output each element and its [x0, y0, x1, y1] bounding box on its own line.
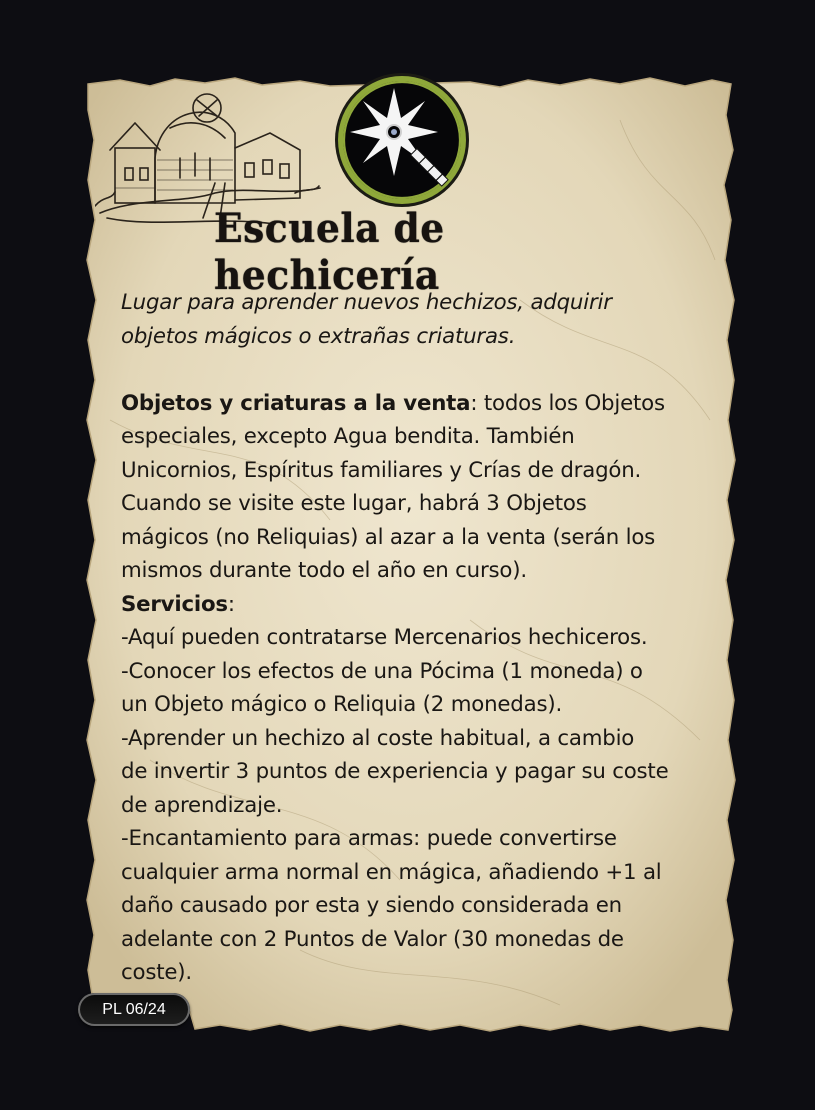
sale-line: especiales, excepto Agua bendita. También	[121, 424, 575, 449]
card-code-badge: PL 06/24	[78, 993, 190, 1026]
colon: :	[227, 591, 235, 617]
sale-line	[121, 387, 731, 421]
sale-line: Cuando se visite este lugar, habrá 3 Objetos	[121, 491, 587, 516]
service-line: daño causado por esta y siendo considerada en	[121, 893, 622, 918]
service-line: coste).	[121, 960, 192, 985]
colon: :	[470, 390, 484, 416]
service-line: de invertir 3 puntos de experiencia y pagar su coste	[121, 759, 669, 784]
service-line: un Objeto mágico o Reliquia (2 monedas).	[121, 692, 563, 717]
spacer	[121, 353, 731, 387]
services-heading: Servicios	[121, 591, 228, 617]
card-title: Escuela de hechicería	[214, 205, 445, 299]
sale-line: mismos durante todo el año en curso).	[121, 558, 527, 583]
intro-line: objetos mágicos o extrañas criaturas.	[121, 323, 516, 349]
service-line: -Aquí pueden contratarse Mercenarios hechiceros.	[121, 625, 648, 650]
service-line: -Conocer los efectos de una Pócima (1 moneda) o	[121, 658, 643, 684]
service-line: cualquier arma normal en mágica, añadiendo +1 al	[121, 859, 662, 885]
sale-line: Unicornios, Espíritus familiares y Crías de dragón.	[121, 457, 642, 483]
service-line: adelante con 2 Puntos de Valor (30 monedas de	[121, 926, 624, 952]
sale-heading: Objetos y criaturas a la venta	[121, 390, 471, 416]
card-body	[121, 286, 731, 990]
services-heading-line	[121, 588, 731, 622]
intro-line: Lugar para aprender nuevos hechizos, adquirir	[121, 290, 612, 315]
sale-line-text: todos los Objetos	[483, 390, 665, 416]
service-line: -Aprender un hechizo al coste habitual, a cambio	[121, 725, 635, 751]
sale-line: mágicos (no Reliquias) al azar a la venta (serán los	[121, 524, 656, 550]
service-line: de aprendizaje.	[121, 792, 283, 818]
service-line: -Encantamiento para armas: puede convertirse	[121, 826, 617, 851]
magic-wand-star-icon	[338, 76, 466, 204]
intro-text	[121, 286, 731, 353]
